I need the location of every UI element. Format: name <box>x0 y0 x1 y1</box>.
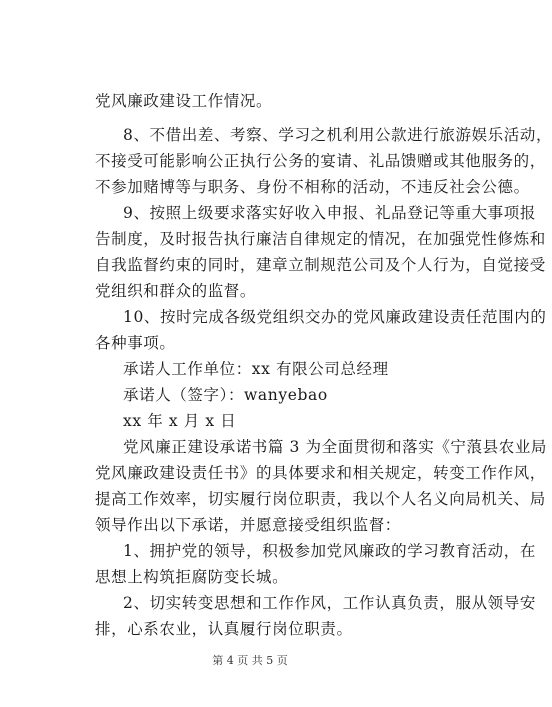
text-line: 10、按时完成各级党组织交办的党风廉政建设责任范围内的 <box>123 308 547 326</box>
text-line: 自我监督约束的同时，建章立制规范公司及个人行为，自觉接受 <box>95 256 546 274</box>
signatory-unit: 承诺人工作单位：xx 有限公司总经理 <box>123 360 389 378</box>
text-line: 2、切实转变思想和工作作风，工作认真负责，服从领导安 <box>123 594 536 612</box>
text-line: 排，心系农业，认真履行岗位职责。 <box>95 620 353 638</box>
text-line: 党风廉正建设承诺书篇 3 为全面贯彻和落实《宁蒗县农业局 <box>123 438 548 456</box>
text-line: 8、不借出差、考察、学习之机利用公款进行旅游娱乐活动， <box>123 126 552 144</box>
text-line: 党组织和群众的监督。 <box>95 282 257 300</box>
signatory-name: 承诺人（签字）：wanyebao <box>123 386 328 404</box>
text-line: 提高工作效率，切实履行岗位职责，我以个人名义向局机关、局 <box>95 490 546 508</box>
text-line: 党风廉政建设责任书》的具体要求和相关规定，转变工作作风， <box>95 464 546 482</box>
text-line: 各种事项。 <box>95 334 176 352</box>
text-line: 告制度，及时报告执行廉洁自律规定的情况，在加强党性修炼和 <box>95 230 546 248</box>
text-line: 9、按照上级要求落实好收入申报、礼品登记等重大事项报 <box>123 204 536 222</box>
signature-date: xx 年 x 月 x 日 <box>123 412 237 430</box>
text-line: 不接受可能影响公正执行公务的宴请、礼品馈赠或其他服务的， <box>95 152 546 170</box>
text-line: 领导作出以下承诺，并愿意接受组织监督： <box>95 516 401 534</box>
page-footer: 第 4 页 共 5 页 <box>212 654 288 667</box>
text-line: 1、拥护党的领导，积极参加党风廉政的学习教育活动，在 <box>123 542 536 560</box>
text-line: 党风廉政建设工作情况。 <box>95 92 273 110</box>
text-line: 思想上构筑拒腐防变长城。 <box>95 568 289 586</box>
text-line: 不参加赌博等与职务、身份不相称的活动，不违反社会公德。 <box>95 178 530 196</box>
